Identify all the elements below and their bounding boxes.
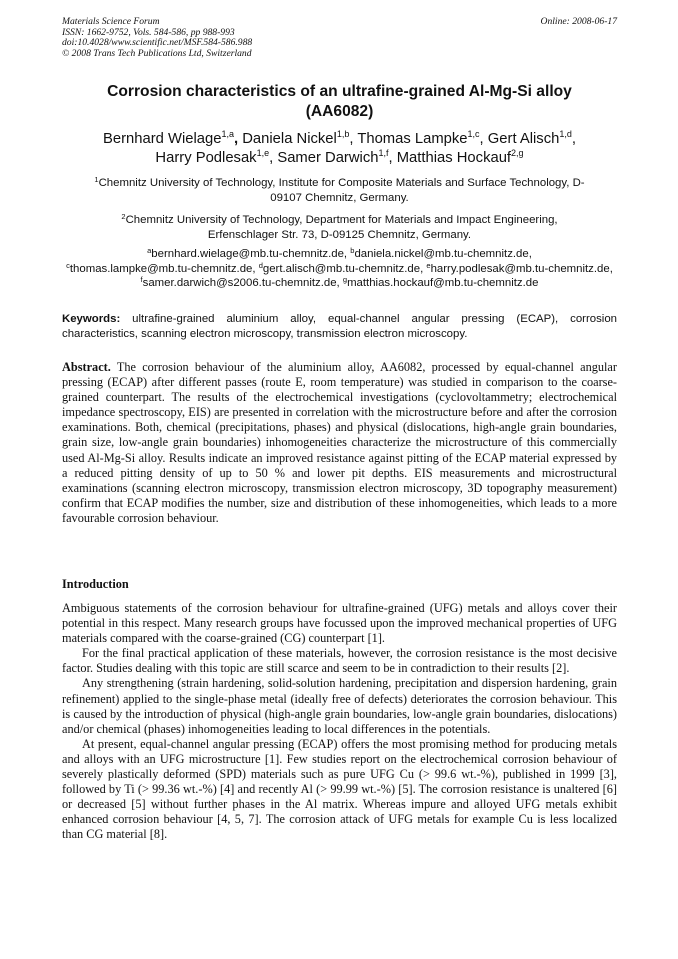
paragraph: Any strengthening (strain hardening, solid-solution hardening, precipitation and dispersion hardening, grain refinement) applied to the single-phase metal (ideally free of defects) deteriorates the corrosion behaviour. This is caused by the introduction of physical (high-angle grain boundaries, low-angle grain boundaries, dislocations) and/or chemical (phases) inhomogeneities leading to local differences in the potentials.	[62, 676, 617, 736]
issn: ISSN: 1662-9752, Vols. 584-586, pp 988-993	[62, 26, 235, 38]
abstract	[62, 360, 617, 526]
title-line-2: (AA6082)	[305, 103, 374, 120]
abstract-label: Abstract.	[62, 360, 111, 374]
copyright: © 2008 Trans Tech Publications Ltd, Switzerland	[62, 47, 252, 59]
affiliation-2: $^2$Chemnitz University of Technology, Department for Materials and Impact Engineering, Erfenschlager Str. 73, D-09125 Chemnitz, Germany.	[121, 212, 558, 242]
email: daniela.nickel@mb.tu-chemnitz.de,	[354, 248, 532, 260]
paper-title	[62, 82, 617, 122]
affiliation-1: $^1$Chemnitz University of Technology, Institute for Composite Materials and Surface Technology, D- 09107 Chemnitz, Germany.	[94, 175, 585, 205]
author-list	[62, 130, 617, 168]
introduction-body	[62, 601, 617, 843]
section-heading: Introduction	[62, 577, 129, 591]
email: samer.darwich@s2006.tu-chemnitz.de,	[142, 277, 340, 290]
author: Thomas Lampke$^{1,c}$,	[357, 129, 488, 147]
paragraph: For the final practical application of these materials, however, the corrosion resistance is the most decisive factor. Studies dealing with this topic are still scarce and seem to be in contradiction to their results [2].	[62, 646, 617, 676]
paragraph: At present, equal-channel angular pressing (ECAP) offers the most promising method for producing metals and alloys with an UFG microstructure [1]. Few studies report on the electrochemical corrosion behaviour of severely plastically deformed (SPD) materials such as pure UFG Cu (> 99.6 wt.-%), published in 1999 [3], followed by Ti (> 99.36 wt.-%) [4] and recently Al (> 99.99 wt.-%) [5]. The corrosion resistance is unaltered [6] or decreased [5] without further phases in the Al matrix. Whereas impure and alloyed UFG metals exhibit enhanced corrosion behaviour [4, 5, 7]. The corrosion attack of UFG metals for example Cu is less localized than CG material [8].	[62, 736, 617, 842]
abstract-text: The corrosion behaviour of the aluminium alloy, AA6082, processed by equal-channel angular pressing (ECAP) after different passes (route E, room temperature) was studied in comparison to the coarse-grained counterpart. The results of the electrochemical investigations (cyclovoltammetry; electrochemical impedance spectroscopy, EIS) are presented in correlation with the microstructure before and after the corrosion examinations. Both, chemical (precipitations, phases) and physical (dislocations, high-angle grain boundaries, grain size, low-angle grain boundaries) inhomogeneities characterize the microstructure of this commercially used Al-Mg-Si alloy. Results indicate an improved resistance against pitting of the ECAP material expressed by a reduced pitting density of up to 50 % and lower pit depths. EIS measurements and microstructural examinations (scanning electron microscopy, transmission electron microscopy, 3D topography measurement) confirm that ECAP modifies the number, size and distribution of these inhomogeneities, which leads to a more favourable corrosion behaviour.	[62, 360, 617, 525]
author: Matthias Hockauf$^{2,g}$	[396, 148, 524, 166]
author: Daniela Nickel$^{1,b}$,	[242, 129, 358, 147]
keywords-label: Keywords:	[62, 313, 121, 325]
email-list: $^a$bernhard.wielage@mb.tu-chemnitz.de, $^b$daniela.nickel@mb.tu-chemnitz.de, $^c$thomas.lampke@mb.tu-chemnitz.de, $^d$gert.alisch@mb.tu-chemnitz.de, $^e$harry.podlesak@mb.tu-chemnitz.de, $^f$samer.darwich@s2006.tu-chemnitz.de, $^g$matthias.hockauf@mb.tu-chemnitz.de	[66, 246, 613, 290]
email: bernhard.wielage@mb.tu-chemnitz.de,	[151, 248, 348, 260]
email: thomas.lampke@mb.tu-chemnitz.de,	[69, 262, 256, 275]
email: matthias.hockauf@mb.tu-chemnitz.de	[347, 277, 539, 290]
author: Samer Darwich$^{1,f}$,	[277, 148, 397, 166]
online-date: Online: 2008-06-17	[540, 16, 617, 27]
paragraph: Ambiguous statements of the corrosion behaviour for ultrafine-grained (UFG) metals and alloys cover their potential in this respect. Many research groups have focussed upon the improved mechanical properties of UFG materials compared with the coarse-grained (CG) counterpart [1].	[62, 601, 617, 646]
email: gert.alisch@mb.tu-chemnitz.de,	[262, 262, 424, 275]
email: harry.podlesak@mb.tu-chemnitz.de,	[430, 262, 613, 275]
doi: doi:10.4028/www.scientific.net/MSF.584-586.988	[62, 37, 253, 49]
author: Gert Alisch$^{1,d}$,	[487, 129, 576, 147]
author: Harry Podlesak$^{1,e}$,	[155, 148, 278, 166]
title-line-1: Corrosion characteristics of an ultrafine-grained Al-Mg-Si alloy	[107, 83, 572, 100]
keywords-text: ultrafine-grained aluminium alloy, equal-channel angular pressing (ECAP), corrosion characteristics, scanning electron microscopy, transmission electron microscopy.	[62, 313, 617, 341]
journal-name: Materials Science Forum	[62, 16, 160, 27]
author: Bernhard Wielage$^{1,a}$,	[103, 129, 239, 147]
keywords	[62, 312, 617, 343]
journal-header	[62, 17, 617, 59]
